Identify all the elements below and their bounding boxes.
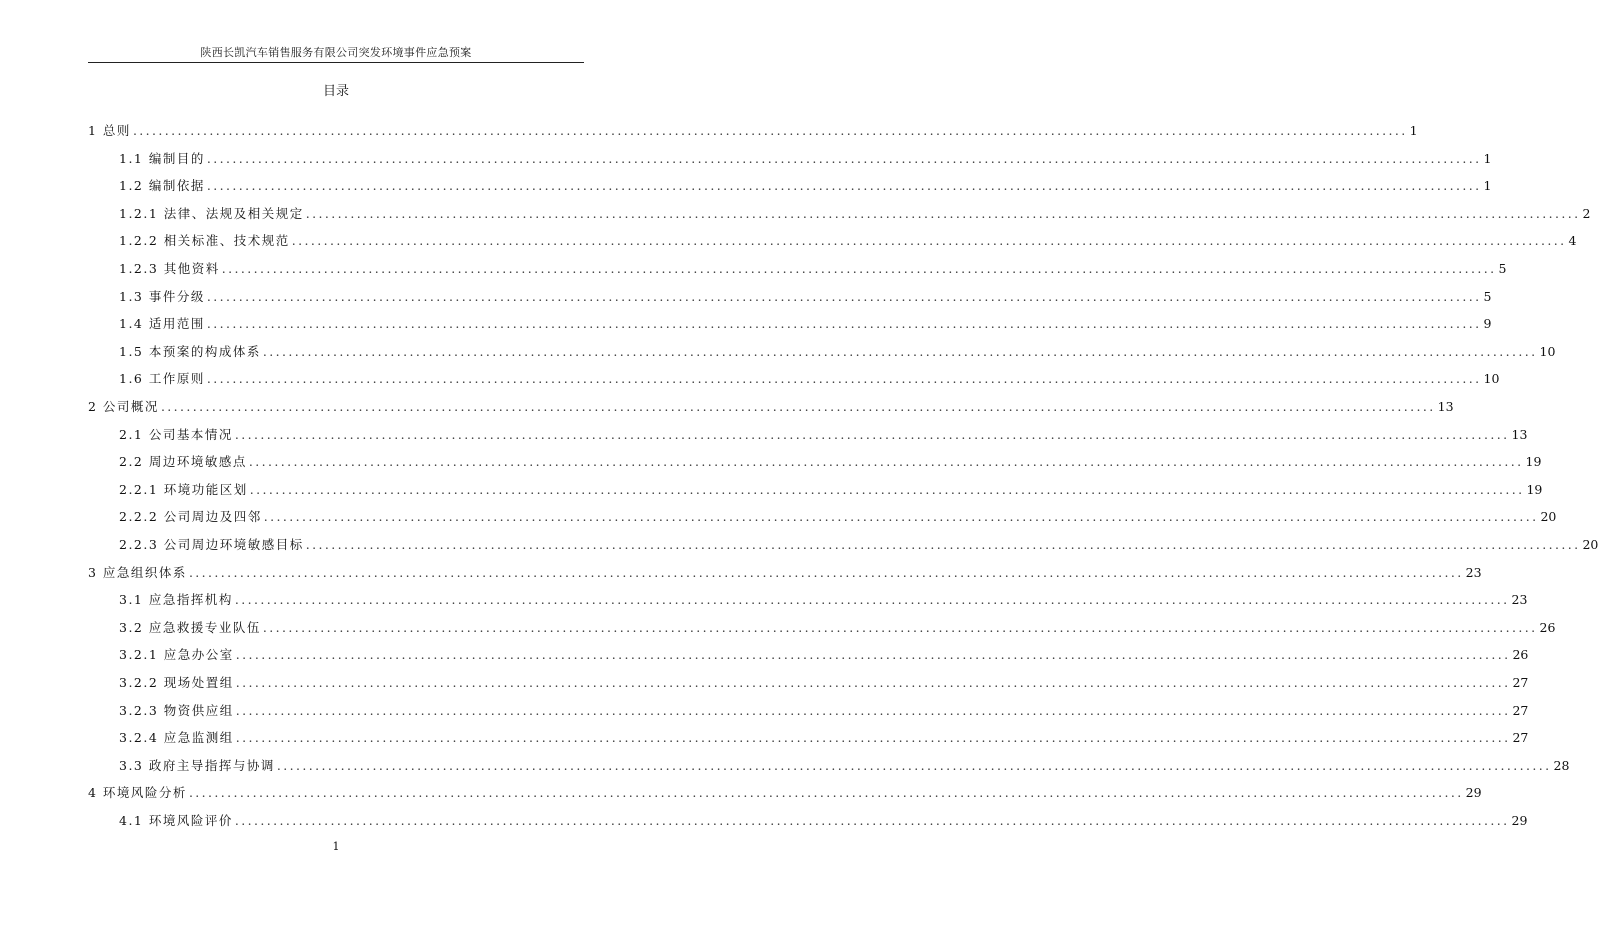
toc-entry-page: 5 — [1498, 261, 1507, 276]
toc-entry-page: 27 — [1512, 702, 1529, 718]
toc-entry-label: 3 应急组织体系 — [88, 564, 187, 580]
toc-entry[interactable] — [119, 366, 1500, 392]
toc-entry[interactable] — [119, 284, 1492, 310]
toc-dot-leader: ........................................................................................................................................................................................................ — [132, 123, 1408, 138]
toc-dot-leader: ........................................................................................................................................................................................................ — [206, 371, 1482, 387]
toc-dot-leader: ........................................................................................................................................................................................................ — [188, 785, 1464, 801]
toc-entry-page: 13 — [1437, 399, 1454, 414]
toc-entry-page: 20 — [1582, 537, 1598, 552]
running-header: 陕西长凯汽车销售服务有限公司突发环境事件应急预案 — [200, 46, 472, 59]
toc-entry[interactable] — [119, 173, 1492, 199]
toc-entry-page: 10 — [1539, 343, 1556, 359]
toc-entry-page: 26 — [1512, 647, 1529, 663]
toc-dot-leader: ........................................................................................................................................................................................................ — [206, 178, 1482, 194]
toc-title: 目录 — [322, 84, 349, 99]
toc-entry[interactable] — [119, 753, 1570, 779]
toc-entry-label: 2.2 周边环境敏感点 — [119, 454, 247, 470]
toc-entry-page: 28 — [1553, 757, 1570, 773]
toc-entry[interactable] — [119, 201, 1591, 227]
toc-dot-leader: ........................................................................................................................................................................................................ — [235, 647, 1511, 663]
toc-dot-leader: ........................................................................................................................................................................................................ — [262, 343, 1538, 359]
toc-dot-leader: ........................................................................................................................................................................................................ — [234, 813, 1510, 828]
toc-dot-leader: ........................................................................................................................................................................................................ — [235, 702, 1511, 718]
toc-entry-label: 3.1 应急指挥机构 — [119, 592, 233, 608]
toc-entry-label: 3.2.1 应急办公室 — [119, 647, 234, 663]
toc-entry[interactable] — [119, 422, 1528, 448]
toc-entry[interactable] — [119, 339, 1556, 365]
toc-entry[interactable] — [119, 532, 1598, 558]
toc-entry-page: 19 — [1525, 454, 1542, 470]
toc-dot-leader: ........................................................................................................................................................................................................ — [262, 619, 1538, 635]
toc-entry-page: 2 — [1582, 205, 1591, 221]
toc-dot-leader: ........................................................................................................................................................................................................ — [188, 564, 1464, 580]
toc-entry[interactable] — [88, 118, 1418, 144]
toc-entry-label: 3.2.4 应急监测组 — [119, 730, 234, 746]
toc-entry[interactable] — [119, 615, 1556, 641]
toc-entry-label: 3.2 应急救援专业队伍 — [119, 619, 261, 635]
toc-entry-page: 20 — [1540, 509, 1557, 525]
toc-entry-label: 3.2.3 物资供应组 — [119, 702, 234, 718]
toc-entry-page: 10 — [1483, 371, 1500, 387]
toc-entry[interactable] — [119, 698, 1529, 724]
toc-dot-leader: ........................................................................................................................................................................................................ — [291, 233, 1567, 249]
toc-entry-label: 4.1 环境风险评价 — [119, 813, 233, 828]
toc-entry-label: 1.6 工作原则 — [119, 371, 205, 387]
toc-entry-label: 2 公司概况 — [88, 399, 159, 414]
toc-entry[interactable] — [88, 560, 1482, 586]
toc-entry-label: 2.2.2 公司周边及四邻 — [119, 509, 262, 525]
toc-entry-page: 27 — [1512, 730, 1529, 746]
toc-entry-label: 2.1 公司基本情况 — [119, 426, 233, 442]
header-rule — [88, 62, 584, 63]
toc-entry-page: 1 — [1409, 123, 1418, 138]
toc-entry-label: 1.5 本预案的构成体系 — [119, 343, 261, 359]
toc-entry-label: 1.2.2 相关标准、技术规范 — [119, 233, 290, 249]
toc-entry[interactable] — [119, 146, 1492, 172]
toc-dot-leader: ........................................................................................................................................................................................................ — [206, 288, 1482, 304]
toc-entry[interactable] — [119, 311, 1492, 337]
toc-dot-leader: ........................................................................................................................................................................................................ — [234, 592, 1510, 608]
toc-entry-page: 23 — [1465, 564, 1482, 580]
toc-entry[interactable] — [119, 449, 1542, 475]
toc-entry-page: 4 — [1568, 233, 1577, 249]
toc-entry-page: 29 — [1511, 813, 1528, 828]
toc-entry-label: 1.2.3 其他资料 — [119, 261, 220, 276]
toc-entry-label: 1.3 事件分级 — [119, 288, 205, 304]
toc-entry-page: 23 — [1511, 592, 1528, 608]
toc-entry[interactable] — [119, 670, 1529, 696]
toc-entry-label: 1.2.1 法律、法规及相关规定 — [119, 205, 304, 221]
toc-dot-leader: ........................................................................................................................................................................................................ — [234, 426, 1510, 442]
toc-dot-leader: ........................................................................................................................................................................................................ — [235, 675, 1511, 690]
toc-dot-leader: ........................................................................................................................................................................................................ — [235, 730, 1511, 746]
toc-entry-page: 13 — [1511, 426, 1528, 442]
toc-dot-leader: ........................................................................................................................................................................................................ — [305, 205, 1581, 221]
toc-dot-leader: ........................................................................................................................................................................................................ — [206, 316, 1482, 332]
toc-entry-page: 27 — [1512, 675, 1529, 690]
toc-entry[interactable] — [119, 256, 1507, 282]
toc-entry[interactable] — [88, 780, 1482, 806]
toc-entry-label: 1.1 编制目的 — [119, 150, 205, 166]
toc-entry-label: 1.4 适用范围 — [119, 316, 205, 332]
toc-entry[interactable] — [119, 504, 1557, 530]
toc-entry-page: 5 — [1483, 288, 1492, 304]
toc-entry[interactable] — [119, 587, 1528, 613]
toc-entry-label: 4 环境风险分析 — [88, 785, 187, 801]
toc-entry-label: 3.3 政府主导指挥与协调 — [119, 757, 275, 773]
toc-dot-leader: ........................................................................................................................................................................................................ — [276, 757, 1552, 773]
toc-entry[interactable] — [88, 394, 1454, 420]
toc-dot-leader: ........................................................................................................................................................................................................ — [248, 454, 1524, 470]
toc-entry-page: 26 — [1539, 619, 1556, 635]
footer-page-number: 1 — [332, 840, 340, 853]
toc-dot-leader: ........................................................................................................................................................................................................ — [249, 481, 1525, 497]
toc-entry[interactable] — [119, 725, 1529, 751]
toc-dot-leader: ........................................................................................................................................................................................................ — [263, 509, 1539, 525]
toc-dot-leader: ........................................................................................................................................................................................................ — [206, 150, 1482, 166]
toc-entry-page: 1 — [1483, 178, 1492, 194]
toc-entry-label: 1.2 编制依据 — [119, 178, 205, 194]
toc-dot-leader: ........................................................................................................................................................................................................ — [160, 399, 1436, 414]
toc-entry-page: 1 — [1483, 150, 1492, 166]
toc-entry-page: 19 — [1526, 481, 1543, 497]
toc-entry[interactable] — [119, 228, 1577, 254]
toc-entry-label: 2.2.3 公司周边环境敏感目标 — [119, 537, 304, 552]
toc-entry-label: 1 总则 — [88, 123, 131, 138]
toc-entry-page: 9 — [1483, 316, 1492, 332]
toc-entry[interactable] — [119, 642, 1529, 668]
toc-entry-label: 2.2.1 环境功能区划 — [119, 481, 248, 497]
toc-entry[interactable] — [119, 477, 1543, 503]
toc-entry[interactable] — [119, 808, 1528, 834]
toc-dot-leader: ........................................................................................................................................................................................................ — [221, 261, 1497, 276]
toc-entry-label: 3.2.2 现场处置组 — [119, 675, 234, 690]
toc-dot-leader: ........................................................................................................................................................................................................ — [305, 537, 1581, 552]
toc-entry-page: 29 — [1465, 785, 1482, 801]
